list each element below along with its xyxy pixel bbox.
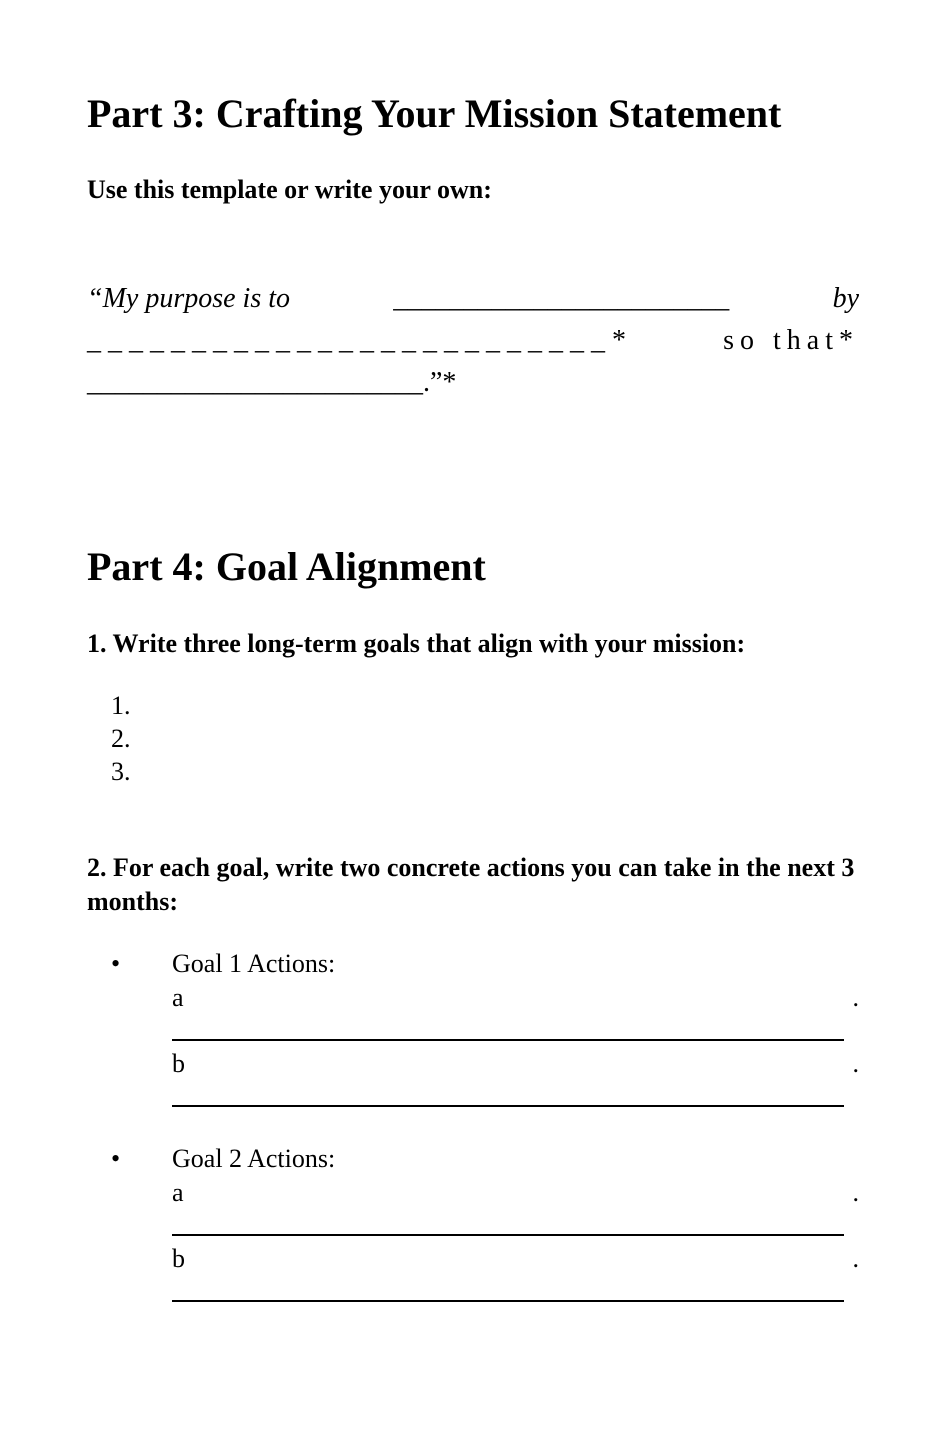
mission-line-3	[87, 367, 859, 409]
goal-1-action-a[interactable]	[172, 981, 859, 1047]
mission-text-so-that: so that*	[723, 325, 859, 356]
bullet-icon: •	[111, 1144, 121, 1173]
goal-2-action-a[interactable]	[172, 1176, 859, 1242]
mission-blank-outcome[interactable]: ________________________	[87, 367, 423, 398]
list-item[interactable]	[87, 689, 131, 722]
answer-line[interactable]	[172, 1300, 844, 1302]
goal-2-action-b[interactable]	[172, 1242, 859, 1308]
answer-line[interactable]	[172, 1105, 844, 1107]
mission-text-start: “My purpose is to	[87, 283, 290, 314]
mission-line-2	[87, 325, 859, 367]
goal-1-actions-label: Goal 1 Actions:	[172, 949, 336, 978]
list-item[interactable]	[87, 722, 131, 755]
answer-line[interactable]	[172, 1234, 844, 1236]
goal-list	[87, 689, 131, 788]
mission-text-closing: .”*	[423, 367, 457, 398]
action-end-period: .	[852, 1178, 859, 1207]
action-letter: b	[172, 1049, 185, 1078]
mission-blank-method[interactable]: _ _ _ _ _ _ _ _ _ _ _ _ _ _ _ _ _ _ _ _ _ _ _ _ _ *	[87, 325, 626, 356]
answer-line[interactable]	[172, 1039, 844, 1041]
mission-text-by: by	[832, 283, 859, 314]
action-end-period: .	[852, 1244, 859, 1273]
goal-2-actions-label: Goal 2 Actions:	[172, 1144, 336, 1173]
mission-statement-template	[87, 283, 859, 409]
action-end-period: .	[852, 983, 859, 1012]
goal-1-action-b[interactable]	[172, 1047, 859, 1113]
question-concrete-actions: 2. For each goal, write two concrete actions you can take in the next 3 months:	[87, 853, 855, 916]
part4-title: Part 4: Goal Alignment	[87, 544, 486, 589]
mission-blank-purpose[interactable]: ________________________	[393, 283, 730, 314]
list-item[interactable]	[87, 755, 131, 788]
mission-line-1	[87, 283, 859, 325]
part3-title: Part 3: Crafting Your Mission Statement	[87, 91, 782, 136]
template-instruction: Use this template or write your own:	[87, 175, 492, 204]
action-letter: a	[172, 983, 184, 1012]
goal-number: 2.	[111, 724, 131, 753]
action-end-period: .	[852, 1049, 859, 1078]
action-letter: b	[172, 1244, 185, 1273]
goal-number: 3.	[111, 757, 131, 786]
action-letter: a	[172, 1178, 184, 1207]
question-long-term-goals: 1. Write three long-term goals that align with your mission:	[87, 629, 746, 658]
bullet-icon: •	[111, 949, 121, 978]
goal-number: 1.	[111, 691, 131, 720]
